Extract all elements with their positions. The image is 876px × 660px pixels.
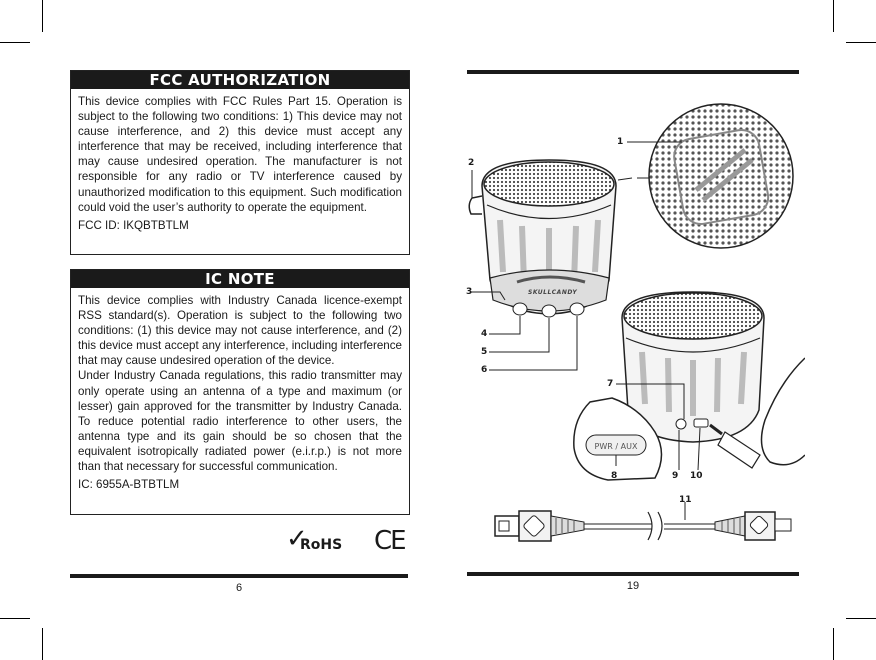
right-header-rule <box>467 70 799 74</box>
callout-6: 6 <box>481 365 488 375</box>
rohs-mark <box>286 524 346 556</box>
callout-1: 1 <box>617 137 624 147</box>
callout-5: 5 <box>481 347 488 357</box>
right-footer-rule <box>467 572 799 576</box>
left-page-number: 6 <box>235 582 243 594</box>
left-footer-rule <box>70 574 408 578</box>
callout-3: 3 <box>466 287 473 297</box>
ic-title: IC NOTE <box>71 270 409 288</box>
usb-cable <box>495 511 791 541</box>
brand-label: SKULLCANDY <box>528 289 578 296</box>
crop-mark <box>0 618 30 619</box>
crop-mark <box>0 42 30 43</box>
callout-7: 7 <box>607 379 614 389</box>
callout-4: 4 <box>481 329 488 339</box>
callout-9: 9 <box>672 471 679 481</box>
crop-mark <box>42 0 43 32</box>
fcc-title: FCC AUTHORIZATION <box>71 71 409 89</box>
checkmark-icon: ✓ <box>286 524 308 554</box>
ic-para-1: This device complies with Industry Canada licence-exempt RSS standard(s). Operation is subject to the following two conditions: (1) this device may not cause interference, and (2) this device must accept any interference, including interference that may cause undesired operation of the device. <box>78 294 402 368</box>
crop-mark <box>42 628 43 660</box>
crop-mark <box>833 628 834 660</box>
crop-mark <box>833 0 834 32</box>
rohs-label: RoHS <box>300 537 343 553</box>
fcc-authorization-box <box>70 70 410 255</box>
pwr-aux-label: PWR / AUX <box>594 442 638 451</box>
callout-2: 2 <box>468 158 475 168</box>
callout-11: 11 <box>679 495 692 505</box>
ce-mark: CE <box>374 526 405 556</box>
crop-mark <box>846 42 876 43</box>
fcc-body: This device complies with FCC Rules Part 15. Operation is subject to the following two conditions: 1) This device may not cause interference, and 2) this device must accept any interference that may be received, including interference that may cause undesired operation. The manufacturer is not responsible for any radio or TV interference caused by unauthorized modification to this equipment. Such modification could void the user’s authority to operate the equipment. <box>78 95 402 214</box>
fcc-id: FCC ID: IKQBTBTLM <box>78 218 189 232</box>
ic-id: IC: 6955A-BTBTLM <box>78 478 180 492</box>
callout-8: 8 <box>611 471 618 481</box>
ic-note-box <box>70 269 410 515</box>
speaker-illustration <box>460 78 805 563</box>
ic-para-2: Under Industry Canada regulations, this radio transmitter may only operate using an antenna of a type and maximum (or lesser) gain approved for the transmitter by Industry Canada. To reduce potential radio interference to other users, the antenna type and its gain should be so chosen that the equivalent isotropically radiated power (e.i.r.p.) is not more than that necessary for successful communication. <box>78 369 402 474</box>
crop-mark <box>846 618 876 619</box>
callout-10: 10 <box>690 471 703 481</box>
right-page-number: 19 <box>626 580 640 592</box>
top-grill-view <box>637 104 793 248</box>
